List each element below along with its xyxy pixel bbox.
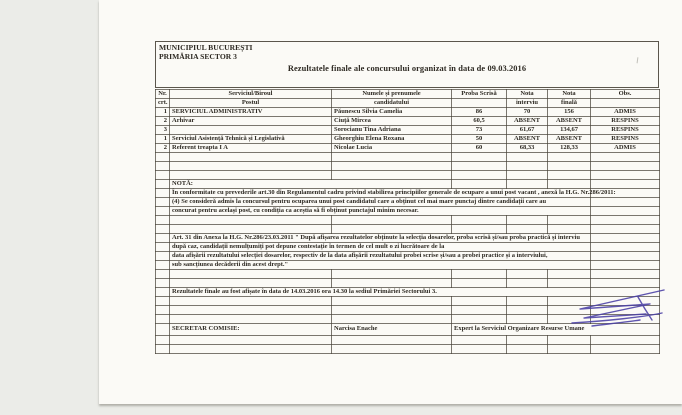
cell-nr: 2: [156, 144, 170, 153]
cell-finala: 134,67: [548, 126, 591, 135]
table-header-row-1: [156, 90, 660, 99]
cell-name: Sorocianu Tina Adriana: [332, 126, 452, 135]
art31-line: sub sancțiunea decăderii din acest drept.": [170, 261, 591, 270]
cell-proba: 86: [452, 108, 507, 117]
document-header-box: [155, 41, 659, 88]
cell-obs: RESPINS: [591, 126, 660, 135]
page-title: Rezultatele finale ale concursului organizat în data de 09.03.2016: [287, 64, 527, 73]
secretar-name: Narcisa Enache: [332, 324, 452, 336]
empty-row: [156, 306, 660, 315]
cell-nr: 2: [156, 117, 170, 126]
results-table: [155, 89, 660, 354]
cell-proba: 60: [452, 144, 507, 153]
empty-cell: [156, 243, 170, 252]
header-candidat: candidatului: [332, 99, 452, 108]
art31-line: Art. 31 din Anexa la H.G. Nr.286/23.03.2011 " După afișarea rezultatelor obținute la selecția dosarelor, proba scrisă și/sau proba practică și interviu: [170, 234, 591, 243]
cell-finala: 128,33: [548, 144, 591, 153]
cell-obs: RESPINS: [591, 135, 660, 144]
header-nota-2: Nota: [548, 90, 591, 99]
cell-interviu: 68,33: [507, 144, 548, 153]
header-proba: Proba Scrisă: [452, 90, 507, 99]
empty-row: [156, 279, 660, 288]
cell-obs: RESPINS: [591, 117, 660, 126]
empty-row: [156, 270, 660, 279]
table-row: [156, 126, 660, 135]
header-serviciu: Serviciul/Biroul: [170, 90, 332, 99]
table-row: [156, 144, 660, 153]
table-header-row-2: [156, 99, 660, 108]
table-row: [156, 117, 660, 126]
header-nota-1: Nota: [507, 90, 548, 99]
empty-cell: [156, 189, 170, 198]
afisare-line: Rezultatele finale au fost afișate în data de 14.03.2016 ora 14.30 la sediul Primăriei Sectorului 3.: [170, 288, 591, 297]
header-interviu: interviu: [507, 99, 548, 108]
empty-cell: [156, 252, 170, 261]
cell-nr: 3: [156, 126, 170, 135]
org-line-2: PRIMĂRIA SECTOR 3: [159, 52, 237, 62]
art31-line-row: [156, 234, 660, 243]
empty-row: [156, 315, 660, 324]
cell-post: Arhivar: [170, 117, 332, 126]
empty-cell: [156, 324, 170, 336]
nota-line: (4) Se consideră admis la concursul pentru ocuparea unui post candidatul care a obținut cel mai mare punctaj dintre candidații care au: [170, 198, 591, 207]
cell-finala: ABSENT: [548, 117, 591, 126]
header-crt: crt.: [156, 99, 170, 108]
empty-cell: [156, 234, 170, 243]
cell-nr: 1: [156, 135, 170, 144]
cell-nr: 1: [156, 108, 170, 117]
cell-obs: ADMIS: [591, 108, 660, 117]
secretar-row: [156, 324, 660, 336]
afisare-row: [156, 288, 660, 297]
header-obs: Obs.: [591, 90, 660, 99]
empty-cell: [156, 261, 170, 270]
table-row: [156, 108, 660, 117]
cell-interviu: ABSENT: [507, 117, 548, 126]
art31-line: data afișării rezultatului selecției dosarelor, respectiv de la data afișării rezultatului probei scrise și/sau a probei practice și a interviului,: [170, 252, 591, 261]
cell-interviu: 70: [507, 108, 548, 117]
empty-cell: [156, 288, 170, 297]
cell-interviu: 61,67: [507, 126, 548, 135]
cell-name: Păunescu Silvia Camelia: [332, 108, 452, 117]
cell-finala: ABSENT: [548, 135, 591, 144]
cell-name: Gheorghiu Elena Roxana: [332, 135, 452, 144]
cell-finala: 156: [548, 108, 591, 117]
empty-cell: [156, 198, 170, 207]
header-nr: Nr.: [156, 90, 170, 99]
cell-post: Referent treapta I A: [170, 144, 332, 153]
cell-proba: 60,5: [452, 117, 507, 126]
empty-cell: [452, 99, 507, 108]
empty-row: [156, 153, 660, 162]
empty-cell: [156, 180, 170, 189]
org-line-1: MUNICIPIUL BUCUREȘTI: [159, 43, 253, 52]
art31-line-row: [156, 261, 660, 270]
empty-cell: [591, 99, 660, 108]
art31-line: după caz, candidații nemulțumiți pot depune contestație în termen de cel mult o zi lucrătoare de la: [170, 243, 591, 252]
art31-line-row: [156, 243, 660, 252]
cell-proba: 50: [452, 135, 507, 144]
empty-row: [156, 216, 660, 225]
header-nume: Numele și prenumele: [332, 90, 452, 99]
cell-post: SERVICIUL ADMINISTRATIV: [170, 108, 332, 117]
cell-proba: 73: [452, 126, 507, 135]
nota-label-row: [156, 180, 660, 189]
nota-label: NOTĂ:: [170, 180, 452, 189]
cell-post: Serviciul Asistență Tehnică și Legislativă: [170, 135, 332, 144]
cell-post: [170, 126, 332, 135]
secretar-title: Expert la Serviciul Organizare Resurse Umane: [452, 324, 660, 336]
empty-row: [156, 225, 660, 234]
empty-row: [156, 162, 660, 171]
empty-cell: [156, 207, 170, 216]
cell-interviu: ABSENT: [507, 135, 548, 144]
header-finala: finală: [548, 99, 591, 108]
nota-line-row: [156, 207, 660, 216]
empty-row: [156, 336, 660, 345]
organization-name: [159, 43, 252, 61]
cell-obs: ADMIS: [591, 144, 660, 153]
nota-line: În conformitate cu prevederile art.30 din Regulamentul cadru privind stabilirea principiilor generale de ocupare a unui post vacant , anexă la H.G. Nr.286/2011:: [170, 189, 591, 198]
header-postul: Postul: [170, 99, 332, 108]
art31-line-row: [156, 252, 660, 261]
empty-row: [156, 345, 660, 354]
nota-line: concurat pentru același post, cu condiția ca aceștia să fi obținut punctajul minim necesar.: [170, 207, 591, 216]
cell-name: Ciuță Mircea: [332, 117, 452, 126]
secretar-label: SECRETAR COMISIE:: [170, 324, 332, 336]
table-row: [156, 135, 660, 144]
nota-line-row: [156, 198, 660, 207]
nota-line-row: [156, 189, 660, 198]
empty-row: [156, 171, 660, 180]
cell-name: Nicolae Lucia: [332, 144, 452, 153]
empty-row: [156, 297, 660, 306]
